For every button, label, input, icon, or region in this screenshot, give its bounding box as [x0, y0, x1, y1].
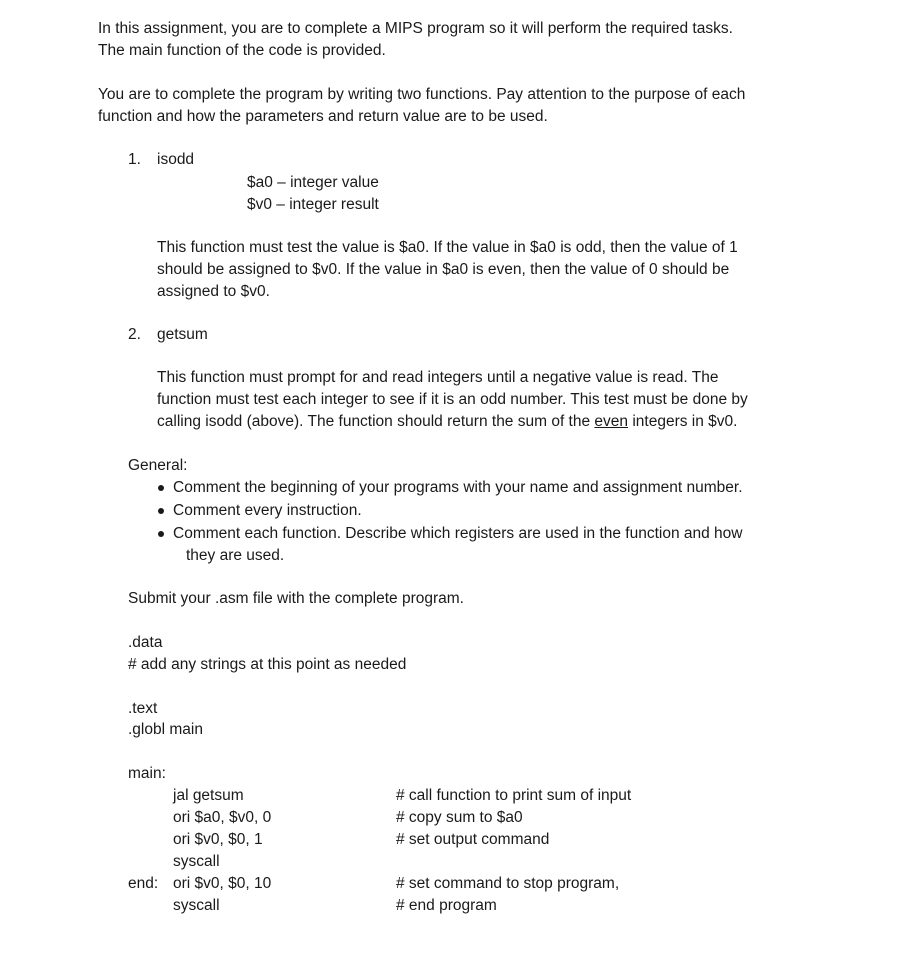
intro-line-2: The main function of the code is provided.	[98, 42, 386, 59]
item-2-desc-line-2: function must test each integer to see if it is an odd number. This test must be done by	[157, 391, 748, 408]
item-2-name: getsum	[157, 326, 208, 343]
general-bullet-3-text: Comment each function. Describe which registers are used in the function and how	[173, 525, 743, 542]
item-2-desc-line-3-post: integers in $v0.	[628, 413, 738, 430]
code-data-comment: # add any strings at this point as needed	[128, 656, 407, 673]
code-instr-3: ori $v0, $0, 1	[173, 831, 263, 848]
intro-line-3: You are to complete the program by writing two functions. Pay attention to the purpose of each	[98, 86, 746, 103]
item-1-desc-line-3: assigned to $v0.	[157, 283, 270, 300]
general-bullet-2	[158, 500, 858, 522]
underlined-even: even	[594, 413, 629, 430]
item-1-name: isodd	[157, 151, 195, 168]
code-text-directive: .text	[128, 700, 158, 717]
general-bullet-3	[158, 523, 858, 545]
bullet-dot-icon	[158, 508, 164, 514]
general-heading: General:	[128, 457, 188, 474]
intro-line-1: In this assignment, you are to complete a MIPS program so it will perform the required tasks.	[98, 20, 733, 37]
item-2-desc-line-3	[157, 411, 737, 433]
code-end-label: end:	[128, 875, 159, 892]
intro-line-4: function and how the parameters and return value are to be used.	[98, 108, 548, 125]
general-bullet-2-text: Comment every instruction.	[173, 502, 362, 519]
item-1-param-v0: $v0 – integer result	[247, 196, 379, 213]
code-comment-5: # set command to stop program,	[396, 875, 620, 892]
general-bullet-3-continued: they are used.	[186, 547, 285, 564]
code-globl-directive: .globl main	[128, 721, 203, 738]
item-1-param-a0: $a0 – integer value	[247, 174, 379, 191]
code-comment-6: # end program	[396, 897, 497, 914]
item-1-number: 1.	[128, 151, 141, 168]
general-bullet-1-text: Comment the beginning of your programs with your name and assignment number.	[173, 479, 743, 496]
code-comment-1: # call function to print sum of input	[396, 787, 632, 804]
bullet-dot-icon	[158, 485, 164, 491]
item-2-number: 2.	[128, 326, 141, 343]
bullet-dot-icon	[158, 531, 164, 537]
code-instr-6: syscall	[173, 897, 220, 914]
item-1-desc-line-2: should be assigned to $v0. If the value in $a0 is even, then the value of 0 should be	[157, 261, 730, 278]
code-instr-1: jal getsum	[173, 787, 244, 804]
code-instr-5: ori $v0, $0, 10	[173, 875, 272, 892]
item-2-desc-line-3-pre: calling isodd (above). The function should return the sum of the	[157, 413, 595, 430]
item-1-desc-line-1: This function must test the value is $a0. If the value in $a0 is odd, then the value of 1	[157, 239, 738, 256]
code-comment-2: # copy sum to $a0	[396, 809, 523, 826]
item-2-desc-line-1: This function must prompt for and read integers until a negative value is read. The	[157, 369, 719, 386]
code-comment-3: # set output command	[396, 831, 550, 848]
submit-instruction: Submit your .asm file with the complete program.	[128, 590, 464, 607]
code-instr-2: ori $a0, $v0, 0	[173, 809, 272, 826]
code-data-directive: .data	[128, 634, 163, 651]
general-bullet-1	[158, 477, 858, 499]
code-main-label: main:	[128, 765, 166, 782]
code-instr-4: syscall	[173, 853, 220, 870]
